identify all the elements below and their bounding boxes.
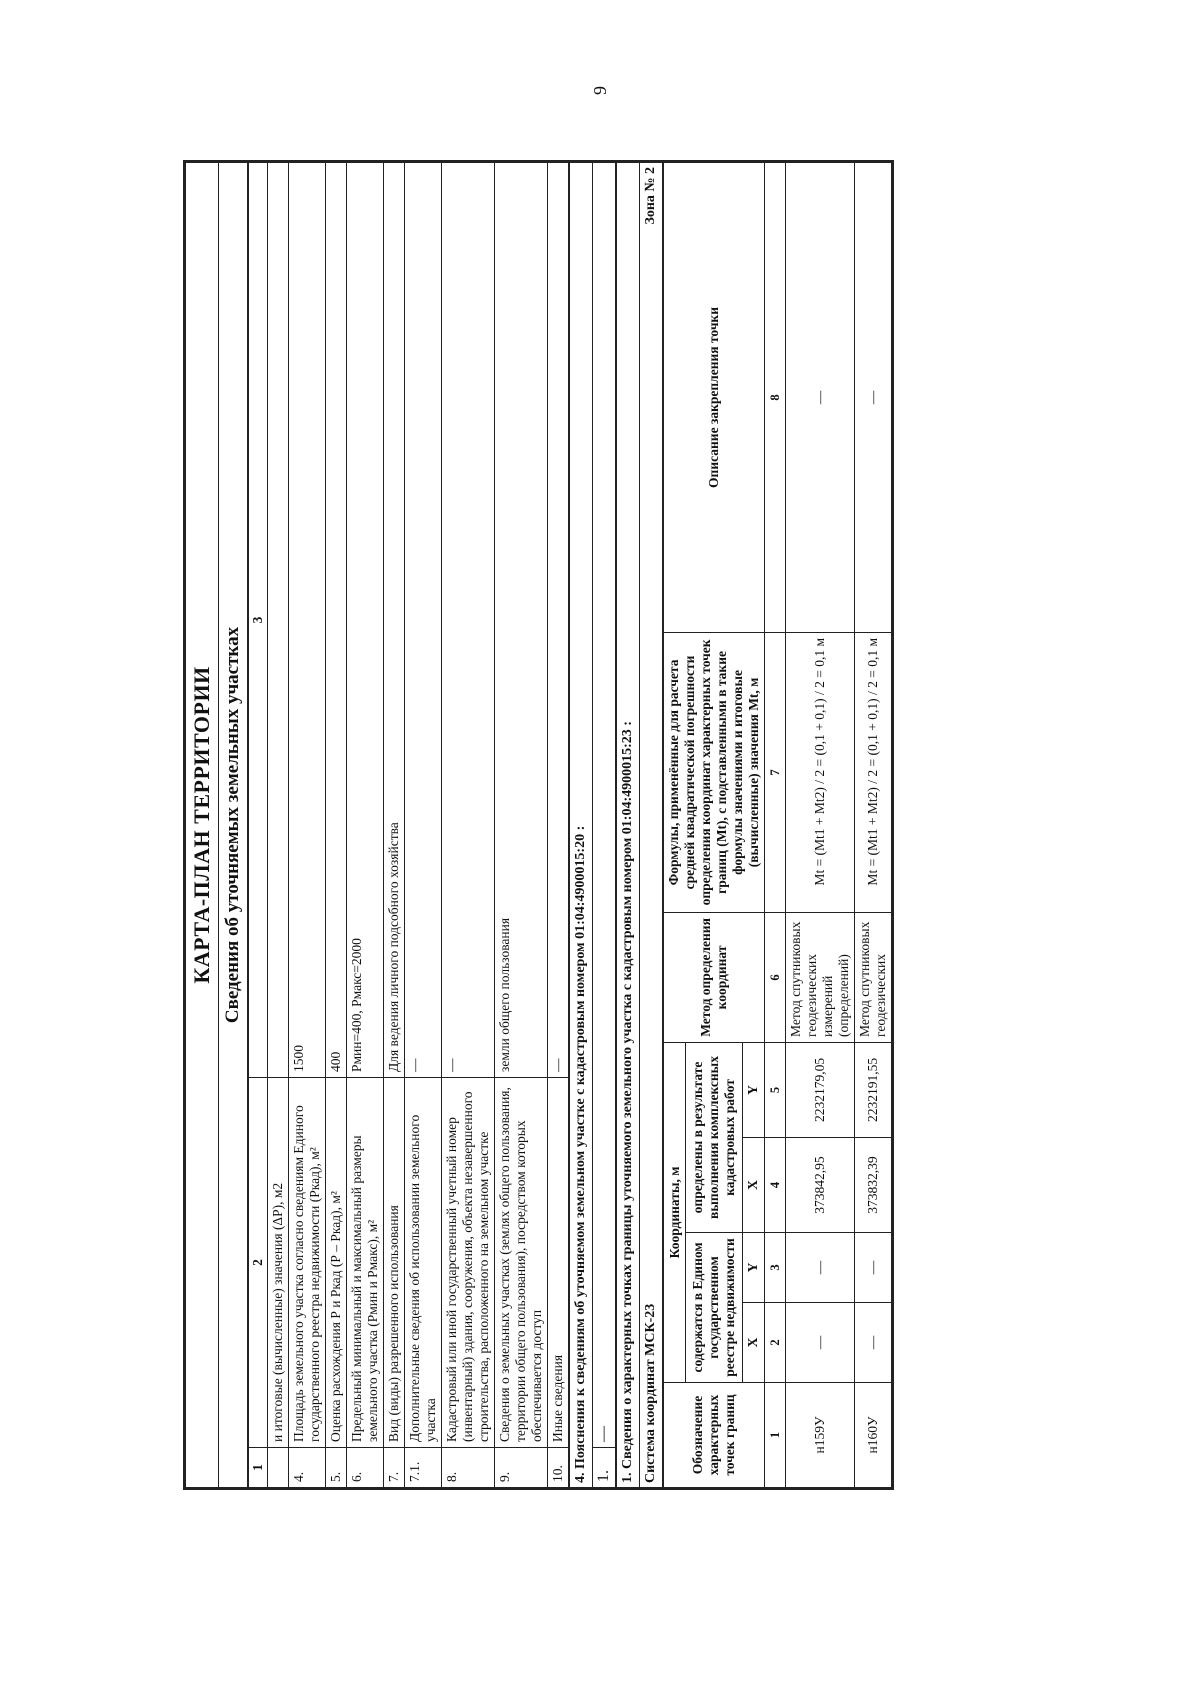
header-y: Y — [742, 1042, 764, 1137]
y-coordinate: 2232191,55 — [855, 1042, 892, 1137]
row-value: 400 — [326, 163, 347, 1078]
rotated-page-content — [183, 160, 1033, 1490]
row-label: Оценка расхождения Р и Ркад (Р – Ркад), м² — [326, 1078, 347, 1448]
column-number: 1 — [765, 1383, 786, 1488]
section1-heading-table — [616, 162, 663, 1488]
row-label: Вид (виды) разрешенного использования — [384, 1078, 405, 1448]
column-number: 2 — [765, 1303, 786, 1383]
header-x: X — [742, 1138, 764, 1233]
row-number: 8. — [442, 1448, 495, 1488]
table-row — [347, 163, 384, 1488]
document-title: КАРТА-ПЛАН ТЕРРИТОРИИ — [186, 163, 219, 1488]
row-value: земли общего пользования — [495, 163, 548, 1078]
table1-col-number: 2 — [249, 1078, 268, 1448]
table1-header-row — [249, 163, 268, 1488]
row-label: Предельный минимальный и максимальный размеры земельного участка (Рмин и Рмакс), м² — [347, 1078, 384, 1448]
section1-heading: 1. Сведения о характерных точках границы уточняемого земельного участка с кадастровым номером 01:04:4900015:23 : — [617, 163, 640, 1488]
table-row — [405, 163, 442, 1488]
column-number: 3 — [765, 1233, 786, 1303]
header-coordinates: Координаты, м — [664, 1042, 686, 1382]
row-value: 1500 — [289, 163, 326, 1078]
row-label: Иные сведения — [548, 1078, 569, 1448]
table-row — [786, 163, 855, 1488]
header-contained-egrn: содержатся в Едином государственном реестре недвижимости — [686, 1233, 742, 1383]
table1-col-number: 1 — [249, 1448, 268, 1488]
row-value: Рмин=400, Рмакс=2000 — [347, 163, 384, 1078]
table-row — [548, 163, 569, 1488]
x-egrn: — — [786, 1303, 855, 1383]
column-number: 5 — [765, 1042, 786, 1137]
table-row — [495, 163, 548, 1488]
header-description: Описание закрепления точки — [664, 163, 765, 633]
point-designation: н159У — [786, 1383, 855, 1488]
header-y: Y — [742, 1233, 764, 1303]
row-value — [268, 163, 289, 1078]
column-number: 4 — [765, 1138, 786, 1233]
row-number: 6. — [347, 1448, 384, 1488]
column-number-row — [765, 163, 786, 1488]
y-coordinate: 2232179,05 — [786, 1042, 855, 1137]
row-label: Площадь земельного участка согласно сведениям Единого государственного реестра недвижимости (Ркад), м² — [289, 1078, 326, 1448]
row-label: Кадастровый или иной государственный учетный номер (инвентарный) здания, сооружения, объекта незавершенного строительства, расположенного на земельном участке — [442, 1078, 495, 1448]
row-value: — — [442, 163, 495, 1078]
row-value: — — [405, 163, 442, 1078]
section-subtitle: Сведения об уточняемых земельных участках — [219, 163, 248, 1488]
coordinate-system-line — [640, 163, 663, 1488]
row-number: 5. — [326, 1448, 347, 1488]
x-coordinate: 373832,39 — [855, 1138, 892, 1233]
parcel-info-table — [248, 162, 569, 1488]
points-table — [663, 162, 892, 1488]
document-frame — [183, 160, 894, 1490]
section4-table — [569, 162, 616, 1488]
row-value: — — [593, 163, 616, 1448]
row-number: 7. — [384, 1448, 405, 1488]
point-description: — — [855, 163, 892, 633]
column-number: 7 — [765, 632, 786, 912]
coordinate-system: Система координат МСК-23 — [643, 1303, 658, 1483]
row-number: 1. — [593, 1448, 616, 1488]
row-label: Сведения о земельных участках (землях общего пользования, территории общего пользования), посредством которых обеспечивается доступ — [495, 1078, 548, 1448]
table-row — [442, 163, 495, 1488]
zone-label: Зона № 2 — [643, 167, 658, 225]
x-egrn: — — [855, 1303, 892, 1383]
table1-col-number: 3 — [249, 163, 268, 1078]
row-number: 10. — [548, 1448, 569, 1488]
header-formulas: Формулы, применённые для расчета средней квадратической погрешности определения координат характерных точек границ (Mt), с подставленными в такие формулы значениями и итоговые (вычисленные) значения Mt, м — [664, 632, 765, 912]
header-point-designation: Обозначение характерных точек границ — [664, 1383, 765, 1488]
row-value: Для ведения личного подсобного хозяйства — [384, 163, 405, 1078]
method: Метод спутниковых геодезических измерений (определений) — [786, 912, 855, 1042]
table-row — [855, 163, 892, 1488]
page-number: 9 — [589, 86, 610, 95]
method: Метод спутниковых геодезических — [855, 912, 892, 1042]
table-row — [326, 163, 347, 1488]
row-value: — — [548, 163, 569, 1078]
table-row — [384, 163, 405, 1488]
table-row — [268, 163, 289, 1488]
row-number: 4. — [289, 1448, 326, 1488]
column-number: 6 — [765, 912, 786, 1042]
row-number: 9. — [495, 1448, 548, 1488]
header-determined: определены в результате выполнения комплексных кадастровых работ — [686, 1042, 742, 1232]
section4-heading: 4. Пояснения к сведениям об уточняемом земельном участке с кадастровым номером 01:04:4900015:20 : — [570, 163, 593, 1488]
x-coordinate: 373842,95 — [786, 1138, 855, 1233]
formula: Mt = (Mt1 + Mt2) / 2 = (0,1 + 0,1) / 2 = 0,1 м — [786, 632, 855, 912]
column-number: 8 — [765, 163, 786, 633]
table-row — [593, 163, 616, 1488]
header-x: X — [742, 1303, 764, 1383]
formula: Mt = (Mt1 + Mt2) / 2 = (0,1 + 0,1) / 2 = 0,1 м — [855, 632, 892, 912]
table-row — [289, 163, 326, 1488]
row-number — [268, 1448, 289, 1488]
header-table — [185, 162, 248, 1488]
row-label: и итоговые (вычисленные) значения (ΔP), м2 — [268, 1078, 289, 1448]
point-description: — — [786, 163, 855, 633]
row-label: Дополнительные сведения об использовании земельного участка — [405, 1078, 442, 1448]
row-number: 7.1. — [405, 1448, 442, 1488]
y-egrn: — — [855, 1233, 892, 1303]
y-egrn: — — [786, 1233, 855, 1303]
point-designation: н160У — [855, 1383, 892, 1488]
header-method: Метод определения координат — [664, 912, 765, 1042]
